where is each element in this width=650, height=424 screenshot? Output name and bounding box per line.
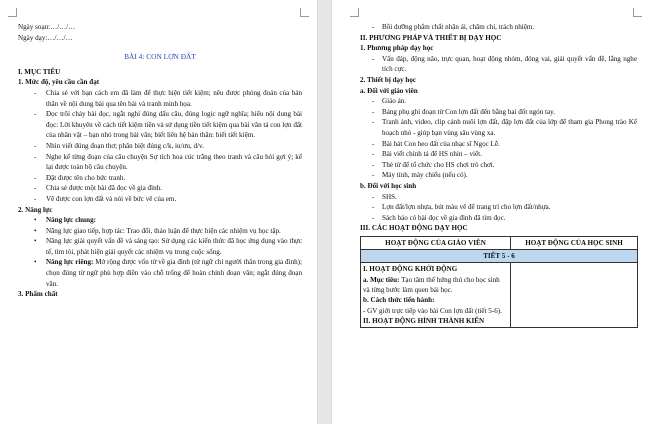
subsection-heading: 2. Năng lực: [18, 205, 53, 214]
teacher-activity-cell: [361, 263, 511, 328]
list-item: - Bồi dưỡng phẩm chất nhân ái, chăm chỉ, trách nhiệm.: [372, 23, 535, 31]
objective-text: a. Mục tiêu: Tạo tâm thế hứng thú cho học sinh và từng bước làm quen bài học.: [363, 275, 500, 295]
right-page-content: [360, 22, 637, 328]
list-item: - Lợn đất/lợn nhựa, bút màu vẽ để trang trí cho lợn đất/nhựa.: [372, 203, 551, 212]
teacher-equipment-list: [360, 96, 637, 181]
table-row: [361, 263, 638, 328]
section-heading: I. MỤC TIÊU: [18, 67, 61, 76]
student-column-header: HOẠT ĐỘNG CỦA HỌC SINH: [511, 236, 638, 249]
list-item: - Vẽ được con lợn đất và nói về bức vẽ của em.: [34, 194, 177, 203]
lesson-title: BÀI 4: CON LỢN ĐẤT: [124, 52, 196, 62]
list-item: - Đặt được tên cho bức tranh.: [34, 173, 126, 182]
activity-heading: II. HOẠT ĐỘNG HÌNH THÀNH KIẾN: [363, 316, 485, 325]
list-item: • Năng lực chung:: [34, 216, 96, 225]
subsection-heading: 1. Mức độ, yêu cầu cần đạt: [18, 78, 100, 87]
document-page-left: [0, 0, 317, 424]
subsection-heading: a. Đối với giáo viên: [360, 86, 418, 95]
student-activity-cell: [511, 263, 638, 328]
subsection-heading: 3. Phẩm chất: [18, 290, 58, 299]
margin-corner-mark: [8, 8, 17, 17]
teacher-column-header: HOẠT ĐỘNG CỦA GIÁO VIÊN: [361, 236, 511, 249]
document-page-right: [332, 0, 650, 424]
subsection-heading: 1. Phương pháp dạy học: [360, 44, 434, 53]
list-item: - Chia sẻ được một bài đã đọc về gia đình.: [34, 184, 162, 193]
list-item: - Bài hát Con heo đất của nhạc sĩ Ngọc Lễ.: [372, 139, 500, 148]
list-item: • Năng lực riêng: Mở rộng được vốn từ về gia đình (từ ngữ chỉ người thân trong gia đình); chọn đúng từ ngữ phù hợp điền vào chỗ trống để hoàn chỉnh đoạn văn; ngắt đúng đoạn văn.: [34, 258, 302, 288]
list-item: • Năng lực giải quyết vấn đề và sáng tạo: Sử dụng các kiến thức đã học ứng dụng vào thực tế, tìm tòi, phát hiện giải quyết các nhiệm vụ trong cuộc sống.: [34, 237, 302, 256]
date-prepared: Ngày soạn:…/…/…: [18, 23, 76, 31]
margin-corner-mark: [633, 8, 642, 17]
left-page-content: [18, 22, 302, 300]
student-equipment-list: [360, 192, 637, 224]
list-item: - Vấn đáp, động não, trực quan, hoạt động nhóm, đóng vai, giải quyết vấn đề, lắng nghe tích cực.: [372, 54, 637, 74]
activity-heading: I. HOẠT ĐỘNG KHỞI ĐỘNG: [363, 265, 458, 274]
list-item: - Đọc trôi chảy bài đọc, ngắt nghỉ đúng dấu câu, đúng logic ngữ nghĩa; hiểu nội dung bài đọc: Lời khuyên về cách tiết kiệm tiền và sử dụng tiền tiết kiệm qua bài văn tả con lợn đất của nhân vật – bạn nhỏ trong bài văn; biết liên hệ bản thân: biết tiết kiệm.: [34, 110, 303, 140]
list-item: - Giáo án.: [372, 97, 407, 106]
list-item: - Thẻ từ để tổ chức cho HS chơi trò chơi.: [372, 160, 495, 169]
list-item: - Máy tính, máy chiếu (nếu có).: [372, 171, 468, 180]
section-heading: II. PHƯƠNG PHÁP VÀ THIẾT BỊ DẠY HỌC: [360, 33, 502, 42]
objectives-list: [18, 88, 302, 205]
date-taught: Ngày dạy:…/…/…: [18, 33, 73, 42]
activities-table: [360, 236, 638, 328]
list-item: - Sách báo có bài đọc về gia đình đã tìm đọc.: [372, 213, 506, 222]
procedure-heading: b. Cách thức tiến hành:: [363, 296, 435, 305]
list-item: - Bảng phụ ghi đoạn từ Con lợn đất đến bằng hai đốt ngón tay.: [372, 107, 556, 116]
list-item: - SHS.: [372, 192, 397, 201]
section-heading: III. CÁC HOẠT ĐỘNG DẠY HỌC: [360, 224, 468, 233]
competency-list: [18, 215, 302, 289]
list-item: - Nghe kể từng đoạn của câu chuyện Sự tích hoa cúc trắng theo tranh và câu hỏi gợi ý; kể lại được toàn bộ câu chuyện.: [34, 152, 302, 172]
list-item: - Nhìn viết đúng đoạn thơ; phân biệt đúng c/k, iu/ưu, d/v.: [34, 141, 204, 150]
list-item: - Chia sẻ với bạn cách em đã làm để thực hiện tiết kiệm; nêu được phỏng đoán của bản thân về nội dung bài qua tên bài và tranh minh họa.: [34, 88, 302, 108]
subsection-heading: b. Đối với học sinh: [360, 181, 417, 190]
table-header-row: [361, 236, 638, 249]
teacher-instruction: - GV giới trực tiếp vào bài Con lợn đất (tiết 5-6).: [363, 306, 502, 315]
subsection-heading: 2. Thiết bị dạy học: [360, 75, 417, 84]
period-row: [361, 250, 638, 263]
list-item: - Bài viết chính tả để HS nhìn – viết.: [372, 150, 482, 159]
list-item: - Tranh ảnh, video, clip cảnh nuôi lợn đất, đập lợn đất của lớp để tham gia Phong trào Kế hoạch nhỏ - giúp bạn vùng sâu vùng xa.: [372, 118, 637, 137]
period-label: TIẾT 5 - 6: [361, 250, 638, 263]
margin-corner-mark: [350, 8, 359, 17]
list-item: • Năng lực giao tiếp, hợp tác: Trao đổi, thảo luận để thực hiện các nhiệm vụ học tập.: [34, 226, 281, 235]
margin-corner-mark: [300, 8, 309, 17]
